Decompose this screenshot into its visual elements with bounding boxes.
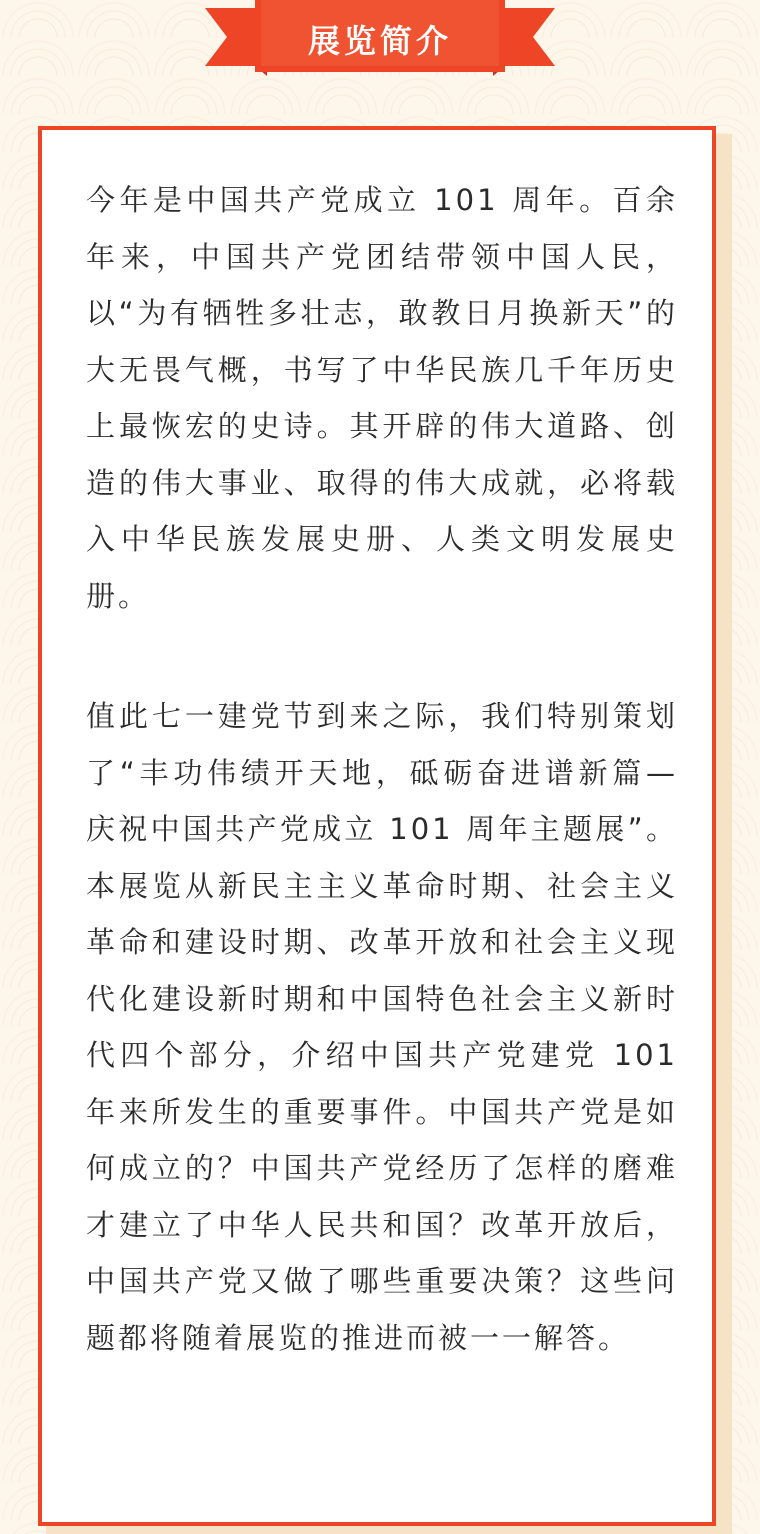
section-title: 展览简介: [307, 22, 452, 60]
intro-paragraph-1: 今年是中国共产党成立 101 周年。百余年来，中国共产党团结带领中国人民，以“为有牺牲多壮志，敢教日月换新天”的大无畏气概，书写了中华民族几千年历史上最恢宏的史诗。其开辟的伟大道路、创造的伟大事业、取得的伟大成就，必将载入中华民族发展史册、人类文明发展史册。: [86, 183, 678, 613]
intro-paragraph-2: 值此七一建党节到来之际，我们特别策划了“丰功伟绩开天地，砥砺奋进谱新篇—庆祝中国共产党成立 101 周年主题展”。本展览从新民主主义革命时期、社会主义革命和建设时期、改革开放和社会主义现代化建设新时期和中国特色社会主义新时代四个部分，介绍中国共产党建党 101 年来所发生的重要事件。中国共产党是如何成立的？中国共产党经历了怎样的磨难才建立了中华人民共和国？改革开放后，中国共产党又做了哪些重要决策？这些问题都将随着展览的推进而被一一解答。: [86, 699, 678, 1355]
intro-card: [38, 126, 716, 1526]
title-banner: [205, 0, 555, 78]
